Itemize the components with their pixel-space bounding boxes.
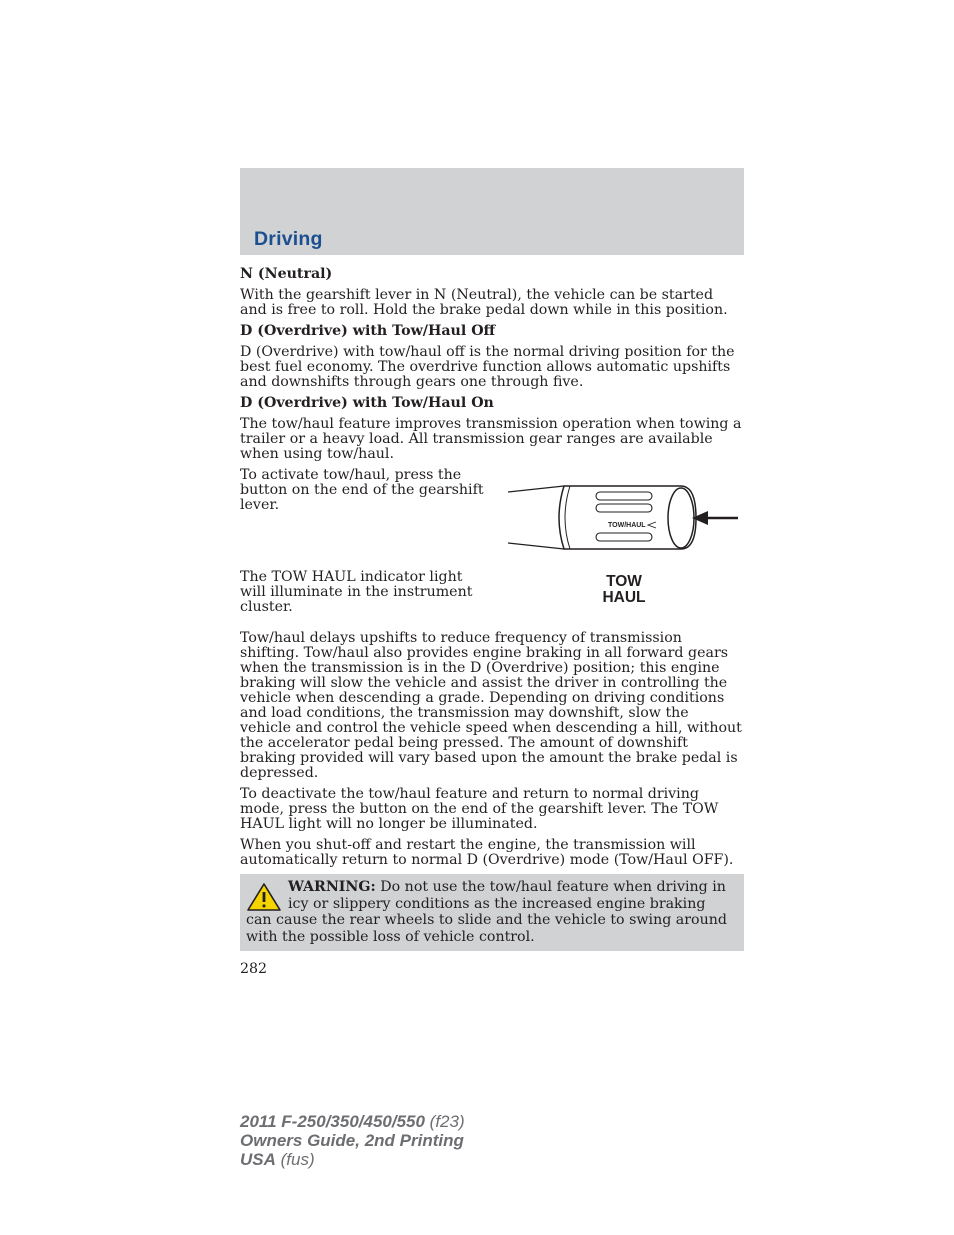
indicator-line-2: HAUL [602, 589, 646, 606]
footer-model: 2011 F-250/350/450/550 [240, 1112, 425, 1131]
footer-line-1 [240, 1112, 465, 1131]
warning-box [240, 874, 744, 951]
warning-text [246, 879, 734, 945]
section-title: Driving [254, 228, 323, 250]
tow-haul-indicator-icon [602, 574, 646, 606]
footer-region: USA [240, 1150, 276, 1169]
activate-paragraph: To activate tow/haul, press the button on the end of the gearshift lever. [240, 467, 484, 513]
page-number: 282 [240, 961, 268, 977]
footer-model-code: (f23) [424, 1112, 465, 1131]
restart-paragraph: When you shut-off and restart the engine, the transmission will automatically return to normal D (Overdrive) mode (Tow/Haul OFF). [240, 837, 734, 868]
warning-triangle-icon [246, 882, 282, 912]
footer-line-2: Owners Guide, 2nd Printing [240, 1131, 464, 1150]
warning-body: Do not use the tow/haul feature when driving in icy or slippery conditions as the increased engine braking can cause the rear wheels to slide and the vehicle to swing around with the possible loss of vehicle control. [246, 879, 727, 945]
overdrive-off-paragraph: D (Overdrive) with tow/haul off is the normal driving position for the best fuel economy. The overdrive function allows automatic upshifts and downshifts through gears one through five. [240, 344, 735, 390]
indicator-paragraph: The TOW HAUL indicator light will illuminate in the instrument cluster. [240, 569, 473, 615]
overdrive-on-heading: D (Overdrive) with Tow/Haul On [240, 395, 494, 411]
gearshift-lever-illustration [506, 468, 744, 558]
footer-line-3 [240, 1150, 465, 1169]
section-header-band [240, 168, 744, 255]
delay-paragraph: Tow/haul delays upshifts to reduce frequency of transmission shifting. Tow/haul also provides engine braking in all forward gears when the transmission is in the D (Overdrive) position; this engine braking will slow the vehicle and assist the driver in controlling the vehicle when descending a grade. Depending on driving conditions and load conditions, the transmission may downshift, slow the vehicle and control the vehicle speed when descending a hill, without the accelerator pedal being pressed. The amount of downshift braking provided will vary based upon the amount the brake pedal is depressed. [240, 630, 742, 781]
footer-region-code: (fus) [275, 1150, 315, 1169]
overdrive-on-paragraph: The tow/haul feature improves transmission operation when towing a trailer or a heavy load. All transmission gear ranges are available when using tow/haul. [240, 416, 742, 462]
page-content [240, 267, 744, 951]
activate-row [240, 468, 744, 570]
warning-label: WARNING: [288, 879, 376, 895]
deactivate-paragraph: To deactivate the tow/haul feature and return to normal driving mode, press the button on the end of the gearshift lever. The TOW HAUL light will no longer be illuminated. [240, 786, 719, 832]
lever-button-label: TOW/HAUL [608, 522, 646, 529]
overdrive-off-heading: D (Overdrive) with Tow/Haul Off [240, 323, 496, 339]
indicator-line-1: TOW [606, 573, 642, 590]
document-footer [240, 1112, 465, 1169]
indicator-row [240, 570, 744, 625]
neutral-heading: N (Neutral) [240, 266, 333, 282]
neutral-paragraph: With the gearshift lever in N (Neutral), the vehicle can be started and is free to roll. Hold the brake pedal down while in this position. [240, 287, 728, 318]
